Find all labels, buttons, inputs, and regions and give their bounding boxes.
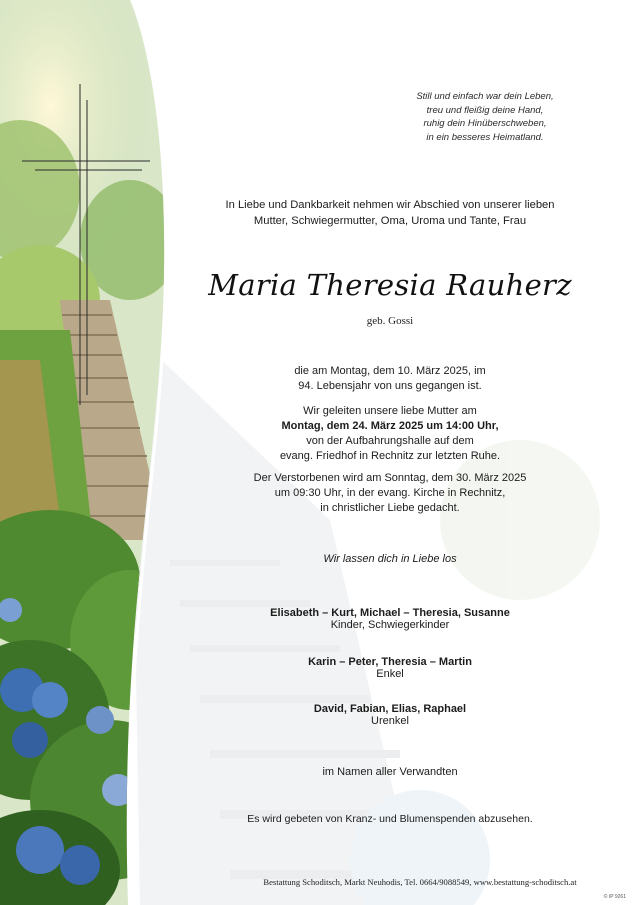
- motto: Wir lassen dich in Liebe los: [323, 553, 457, 565]
- birth-name: geb. Gossi: [366, 315, 414, 327]
- funeral-home-footer: Bestattung Schoditsch, Markt Neuhodis, Tel. 0664/9088549, www.bestattung-schoditsch.at: [263, 877, 577, 887]
- mourner-group: [190, 703, 590, 727]
- poem-line: in ein besseres Heimatland.: [426, 131, 544, 143]
- mourner-group: [190, 656, 590, 680]
- funeral-datetime: Montag, dem 24. März 2025 um 14:00 Uhr,: [281, 420, 499, 432]
- print-code: © IP 9261: [603, 894, 626, 900]
- funeral-line: von der Aufbahrungshalle auf dem: [306, 435, 474, 447]
- cross-icon: [0, 0, 170, 420]
- poem-line: Still und einfach war dein Leben,: [416, 91, 554, 102]
- mourner-names: David, Fabian, Elias, Raphael: [313, 703, 467, 715]
- intro-line: In Liebe und Dankbarkeit nehmen wir Abschied von unserer lieben: [225, 199, 555, 211]
- mourner-relation: Enkel: [376, 668, 404, 680]
- flowers-note: Es wird gebeten von Kranz- und Blumenspenden abzusehen.: [247, 813, 533, 825]
- relatives-line: im Namen aller Verwandten: [322, 766, 458, 778]
- mourner-names: Karin – Peter, Theresia – Martin: [308, 656, 472, 668]
- death-line: die am Montag, dem 10. März 2025, im: [294, 365, 486, 377]
- intro-text: [190, 198, 590, 229]
- mourner-group: [190, 607, 590, 631]
- funeral-line: evang. Friedhof in Rechnitz zur letzten Ruhe.: [279, 450, 501, 462]
- service-line: Der Verstorbenen wird am Sonntag, dem 30. März 2025: [253, 472, 527, 484]
- service-line: um 09:30 Uhr, in der evang. Kirche in Rechnitz,: [274, 487, 506, 499]
- poem-line: treu und fleißig deine Hand,: [426, 104, 544, 116]
- poem-line: ruhig dein Hinüberschweben,: [423, 118, 547, 129]
- death-line: 94. Lebensjahr von uns gegangen ist.: [298, 380, 482, 392]
- funeral-notice: [190, 404, 590, 464]
- mourner-relation: Kinder, Schwiegerkinder: [330, 619, 450, 631]
- deceased-name: Maria Theresia Rauherz: [208, 268, 572, 302]
- mourner-names: Elisabeth – Kurt, Michael – Theresia, Susanne: [270, 607, 510, 619]
- memorial-poem: [360, 90, 610, 144]
- death-notice: [190, 364, 590, 394]
- funeral-line: Wir geleiten unsere liebe Mutter am: [303, 405, 477, 417]
- service-line: in christlicher Liebe gedacht.: [320, 502, 460, 514]
- intro-line: Mutter, Schwiegermutter, Oma, Uroma und Tante, Frau: [253, 214, 527, 227]
- mourner-relation: Urenkel: [371, 715, 409, 727]
- memorial-service-notice: [190, 471, 590, 516]
